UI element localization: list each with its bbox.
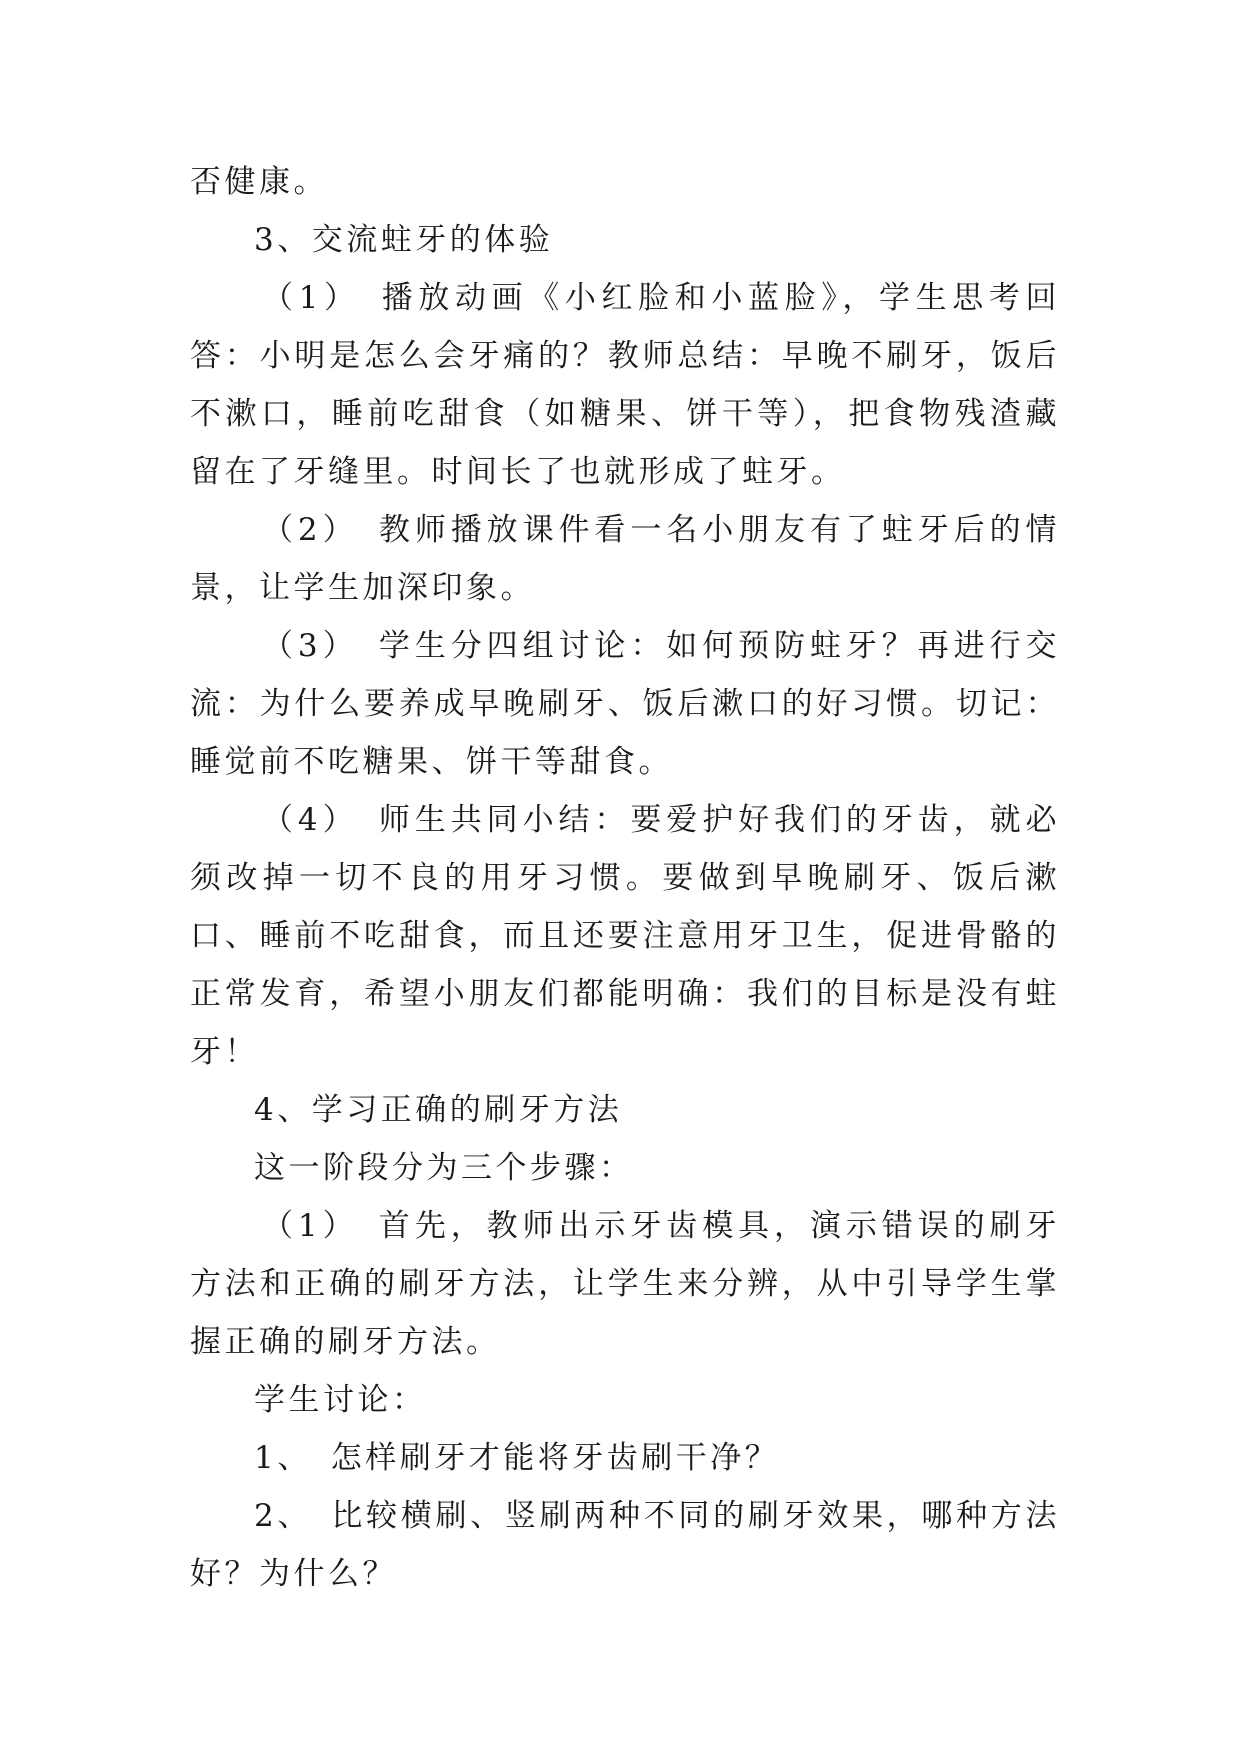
list-item-1: （1） 播放动画《小红脸和小蓝脸》，学生思考回答：小明是怎么会牙痛的？教师总结：早晚不刷牙，饭后不漱口，睡前吃甜食（如糖果、饼干等），把食物残渣藏留在了牙缝里。时间长了也就形成了蛀牙。 bbox=[190, 280, 1060, 490]
discussion-label: 学生讨论： bbox=[254, 1382, 427, 1418]
discussion-question-2: 2、 比较横刷、竖刷两种不同的刷牙效果，哪种方法好？为什么？ bbox=[190, 1498, 1060, 1592]
document-page bbox=[190, 153, 1060, 1603]
list-item-2: （2） 教师播放课件看一名小朋友有了蛀牙后的情景，让学生加深印象。 bbox=[190, 512, 1060, 606]
list-item-3: （3） 学生分四组讨论：如何预防蛀牙？再进行交流：为什么要养成早晚刷牙、饭后漱口的好习惯。切记：睡觉前不吃糖果、饼干等甜食。 bbox=[190, 628, 1060, 780]
paragraph-steps-intro: 这一阶段分为三个步骤： bbox=[254, 1150, 634, 1186]
paragraph-continuation: 否健康。 bbox=[190, 164, 328, 200]
section-heading-3: 3、交流蛀牙的体验 bbox=[254, 222, 554, 258]
discussion-question-1: 1、 怎样刷牙才能将牙齿刷干净？ bbox=[254, 1440, 780, 1476]
step-item-1: （1） 首先，教师出示牙齿模具，演示错误的刷牙方法和正确的刷牙方法，让学生来分辨，从中引导学生掌握正确的刷牙方法。 bbox=[190, 1208, 1060, 1360]
list-item-4: （4） 师生共同小结：要爱护好我们的牙齿，就必须改掉一切不良的用牙习惯。要做到早晚刷牙、饭后漱口、睡前不吃甜食，而且还要注意用牙卫生，促进骨骼的正常发育，希望小朋友们都能明确：我们的目标是没有蛀牙！ bbox=[190, 802, 1060, 1070]
section-heading-4: 4、学习正确的刷牙方法 bbox=[254, 1092, 623, 1128]
